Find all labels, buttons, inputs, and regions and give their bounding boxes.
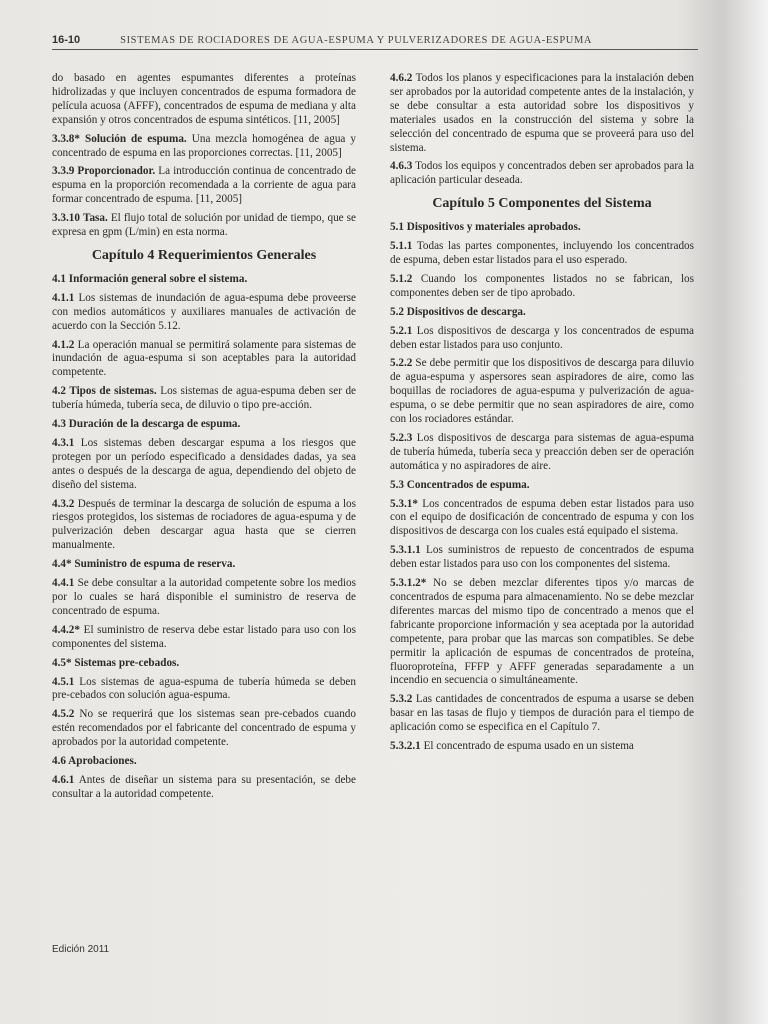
paragraph-text: Todos los planos y especificaciones para la instalación deben ser aprobados por la autoridad competente antes de la instalación, y se debe consultar a esta autoridad sobre los dispositivos y materiales usados en la construcción del sistema y sobre la selección del concentrado de espuma que se proveerá para uso del sistema. <box>390 72 694 154</box>
paragraph-5-2-3 <box>390 432 694 474</box>
paragraph-4-5-2 <box>52 708 356 750</box>
paragraph-number: 4.6.1 <box>52 773 75 786</box>
paragraph-5-1-2 <box>390 273 694 301</box>
paragraph-number: 4.2 Tipos de sistemas. <box>52 385 157 398</box>
paragraph-4-3-2 <box>52 498 356 554</box>
paragraph-4-6-3 <box>390 160 694 188</box>
paragraph-text: No se deben mezclar diferentes tipos y/o marcas de concentrados de espuma para almacenamiento. No se debe mezclar diferentes marcas del mismo tipo de concentrado a menos que el fabricante proporcione información y sea aceptada por la autoridad competente, para probar que las marcas son compatibles. Se debe permitir la aplicación de espumas de concentrados de proteína, fluoroproteína, FFFP y AFFF generadas separadamente a un incendio en secuencia o simultáneamente. <box>390 577 695 687</box>
paragraph-number: 5.3.1.2* <box>390 577 427 590</box>
paragraph-text: Los sistemas de agua-espuma de tubería húmeda se deben pre-cebados con solución agua-espuma. <box>52 675 356 702</box>
paragraph-text: Después de terminar la descarga de solución de espuma a los riesgos protegidos, los sistemas de rociadores de agua-espuma y de pulverización deben descargar agua hasta que se cierren manualmente. <box>52 497 356 552</box>
right-column <box>390 72 694 759</box>
section-4-4-heading: 4.4* Suministro de espuma de reserva. <box>52 558 236 571</box>
paragraph-number: 4.6.3 <box>390 160 413 173</box>
paragraph-number: 4.4.1 <box>52 577 75 590</box>
paragraph-number: 5.3.1.1 <box>390 544 421 557</box>
chapter-5-heading: Capítulo 5 Componentes del Sistema <box>432 196 652 212</box>
left-column <box>52 72 356 807</box>
paragraph-number: 4.3.1 <box>52 436 75 449</box>
definition-term: Solución de espuma. <box>85 132 187 145</box>
paragraph-4-4-2 <box>52 624 356 652</box>
paragraph-number: 4.3.2 <box>52 497 75 510</box>
paragraph-text: Los sistemas deben descargar espuma a los riesgos que protegen por un período especificado a densidades dadas, ya sea antes o después de la descarga de agua, dependiendo del objeto de diseño del sistema. <box>52 436 356 491</box>
paragraph-text: Se debe permitir que los dispositivos de descarga para diluvio de agua-espuma y aspersores sean aspiradores de aire, como las boquillas de rociadores de agua-espuma y pulverización de agua-espuma, o se debe permitir que no sean aspiradores de aire, como con los rociadores estándar. <box>390 357 695 426</box>
page-header <box>52 34 698 50</box>
section-4-6-heading: 4.6 Aprobaciones. <box>52 755 137 768</box>
paragraph-number: 5.1.2 <box>390 272 413 285</box>
paragraph-5-3-1-2 <box>390 577 694 688</box>
chapter-4-heading: Capítulo 4 Requerimientos Generales <box>91 247 317 263</box>
paragraph-4-5-1 <box>52 676 356 704</box>
paragraph-number: 5.3.2 <box>390 693 413 706</box>
paragraph-text: Todos los equipos y concentrados deben ser aprobados para la aplicación particular deseada. <box>390 160 694 187</box>
paragraph-5-3-1 <box>390 498 694 540</box>
running-title: SISTEMAS DE ROCIADORES DE AGUA-ESPUMA Y PULVERIZADORES DE AGUA-ESPUMA <box>120 35 593 46</box>
definition-text: El flujo total de solución por unidad de tiempo, que se expresa en gpm (L/min) en esta norma. <box>52 212 356 239</box>
paragraph-number: 4.1.2 <box>52 338 75 351</box>
paragraph-number: 5.3.1* <box>390 497 418 510</box>
section-5-3-heading: 5.3 Concentrados de espuma. <box>390 478 530 491</box>
paragraph-4-1-1 <box>52 292 356 334</box>
paragraph-text: Los sistemas de agua-espuma deben ser de tubería húmeda, tubería seca, de diluvio o tipo pre-acción. <box>52 385 357 412</box>
paragraph-number: 5.2.1 <box>390 324 413 337</box>
definition-term: Tasa. <box>83 212 108 225</box>
paragraph-number: 5.1.1 <box>390 240 413 253</box>
definition-term: Proporcionador. <box>77 165 156 178</box>
paragraph-text: Los concentrados de espuma deben estar listados para uso con el equipo de dosificación de concentrado de espuma y con los dispositivos de descarga con los cuales está equipado el sistema. <box>390 497 695 538</box>
paragraph-5-3-2-1 <box>390 740 694 754</box>
paragraph-number: 5.3.2.1 <box>390 740 421 753</box>
paragraph-4-3-1 <box>52 437 356 493</box>
paragraph-text: Los sistemas de inundación de agua-espuma debe proveerse con medios automáticos y auxiliares manuales de activación de acuerdo con la Sección 5.12. <box>52 291 357 332</box>
paragraph-text: Los dispositivos de descarga y los concentrados de espuma deben estar listados para uso conjunto. <box>390 324 694 351</box>
paragraph-number: 4.4.2* <box>52 623 80 636</box>
paragraph-number: 5.2.3 <box>390 431 413 444</box>
section-4-5-heading: 4.5* Sistemas pre-cebados. <box>52 656 180 669</box>
paragraph-text: Se debe consultar a la autoridad competente sobre los medios por lo cuales se hará disponible el suministro de reserva de concentrado de espuma. <box>52 577 356 617</box>
paragraph-text: Los dispositivos de descarga para sistemas de agua-espuma de tubería húmeda, tubería seca y preacción deben ser de operación automática y no aspiradores de aire. <box>390 431 694 472</box>
paragraph-5-2-2 <box>390 357 694 427</box>
definition-text: La introducción continua de concentrado de espuma en la proporción recomendada a la corriente de agua para formar concentrado de espuma. [11, 2005] <box>52 165 357 206</box>
definition-3-3-9 <box>52 165 356 207</box>
paragraph-text: Todas las partes componentes, incluyendo los concentrados de espuma, deben estar listados para el uso esperado. <box>390 240 694 266</box>
paragraph-number: 4.6.2 <box>390 72 413 84</box>
definition-number: 3.3.9 <box>52 165 75 178</box>
section-4-3-heading: 4.3 Duración de la descarga de espuma. <box>52 418 241 431</box>
paragraph-5-3-2 <box>390 693 694 735</box>
definition-3-3-8 <box>52 133 356 161</box>
paragraph-text: El suministro de reserva debe estar listado para uso con los componentes del sistema. <box>52 623 357 650</box>
paragraph-text: El concentrado de espuma usado en un sistema <box>423 740 634 753</box>
paragraph-intro: do basado en agentes espumantes diferentes a proteínas hidrolizadas y que incluyen concentrados de espuma formadora de película acuosa (AFFF), concentrados de espuma de mediana y alta expansión y otros concentrados de espuma sintéticos. [11, 2005] <box>52 72 356 126</box>
paragraph-5-3-1-1 <box>390 544 694 572</box>
paragraph-5-2-1 <box>390 325 694 353</box>
paragraph-text: La operación manual se permitirá solamente para sistemas de inundación de agua-espuma si son aceptables para la autoridad competente. <box>52 338 356 379</box>
paragraph-4-6-2 <box>390 72 694 155</box>
section-5-2-heading: 5.2 Dispositivos de descarga. <box>390 305 526 318</box>
paragraph-4-1-2 <box>52 339 356 381</box>
paragraph-text: Los suministros de repuesto de concentrados de espuma deben estar listados para uso con los componentes del sistema. <box>390 544 694 571</box>
section-4-1-heading: 4.1 Información general sobre el sistema. <box>52 272 248 285</box>
paragraph-number: 4.5.1 <box>52 675 75 688</box>
paragraph-4-2 <box>52 385 356 413</box>
definition-number: 3.3.8* <box>52 132 80 145</box>
paragraph-4-4-1 <box>52 577 356 619</box>
paragraph-text: Antes de diseñar un sistema para su presentación, se debe consultar a la autoridad competente. <box>52 773 356 800</box>
paragraph-text: No se requerirá que los sistemas sean pre-cebados cuando estén recomendados por el fabricante del concentrado de espuma y aprobados por la autoridad competente. <box>52 708 356 749</box>
paragraph-number: 4.1.1 <box>52 291 75 304</box>
definition-number: 3.3.10 <box>52 212 80 225</box>
paragraph-4-6-1 <box>52 774 356 802</box>
definition-text: Una mezcla homogénea de agua y concentrado de espuma en las proporciones correctas. [11, 2005] <box>52 132 357 159</box>
definition-3-3-10 <box>52 212 356 240</box>
paragraph-number: 4.5.2 <box>52 708 75 721</box>
page-number: 16-10 <box>52 34 81 46</box>
edition-footer: Edición 2011 <box>52 944 110 955</box>
paragraph-5-1-1 <box>390 240 694 268</box>
paragraph-text: Cuando los componentes listados no se fabrican, los componentes deben ser de tipo aprobado. <box>390 272 695 299</box>
paragraph-text: Las cantidades de concentrados de espuma a usarse se deben basar en las tasas de flujo y tiempos de duración para el tiempo de aplicación como se especifica en el Capítulo 7. <box>390 693 694 734</box>
paragraph-number: 5.2.2 <box>390 357 413 370</box>
section-5-1-heading: 5.1 Dispositivos y materiales aprobados. <box>390 221 581 234</box>
